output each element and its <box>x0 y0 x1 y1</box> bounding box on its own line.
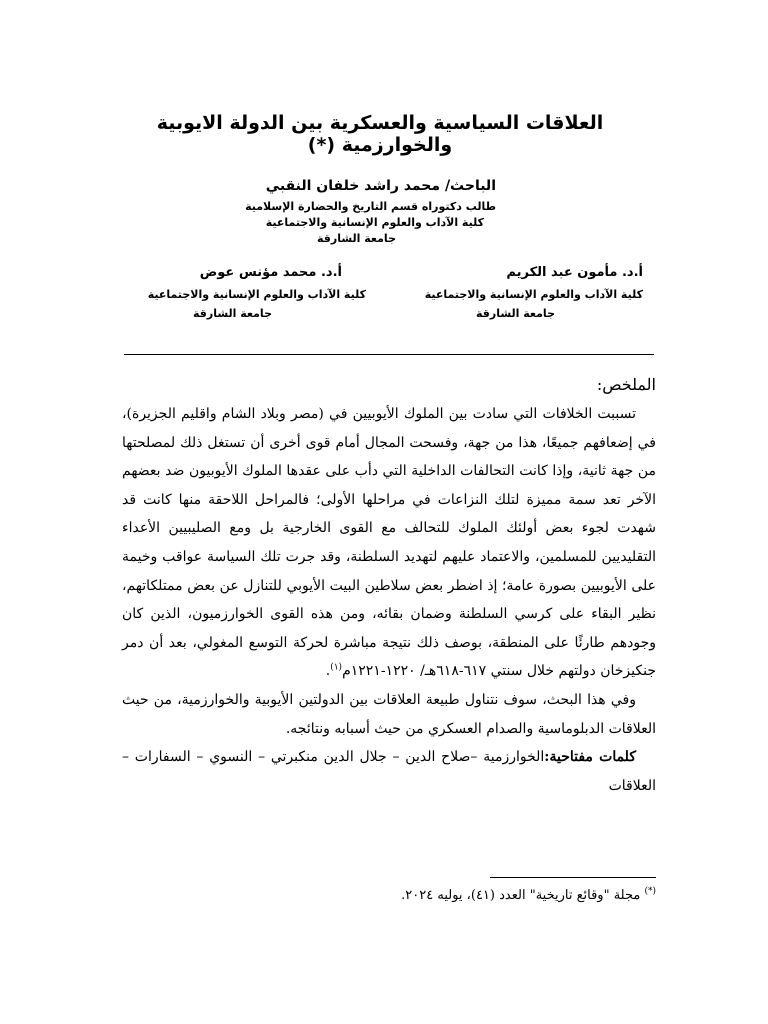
researcher-position: طالب دكتوراه قسم التاريخ والحضارة الإسلامية <box>245 200 496 213</box>
header-divider <box>124 354 654 355</box>
footnote <box>136 888 656 903</box>
keywords-list: الخوارزمية –صلاح الدين – جلال الدين منكبرتي – النسوي – السفارات – العلاقات <box>122 749 656 794</box>
footnote-marker: (*) <box>644 886 656 897</box>
paper-title: العلاقات السياسية والعسكرية بين الدولة الايوبية والخوارزمية (*) <box>156 112 604 156</box>
abstract-paragraph-text: تسببت الخلافات التي سادت بين الملوك الأيوبيين في (مصر وبلاد الشام واقليم الجزيرة)، في إضعافهم جميعًا، هذا من جهة، وفسحت المجال أمام قوى أخرى أن تستغل ذلك لمصلحتها من جهة ثانية، وإذا كانت التحالفات الداخلية التي دأب على عقدها الملوك الأيوبيون ضد بعضهم الآخر تعد سمة مميزة لتلك النزاعات في مراحلها الأولى؛ فالمراحل اللاحقة منها كانت قد شهدت لجوء بعض أولئك الملوك للتحالف مع القوى الخارجية بل ومع الصليبيين الأعداء التقليديين للمسلمين، والاعتماد عليهم لتهديد السلطنة، وقد جرت تلك السياسة عواقب وخيمة على الأيوبيين بصورة عامة؛ إذ اضطر بعض سلاطين البيت الأيوبي للتنازل عن بعض ممتلكاتهم، نظير البقاء على كرسي السلطنة وضمان بقائه، ومن هذه القوى الخوارزميون، الذين كان وجودهم طارئًا على المنطقة، بوصف ذلك نتيجة مباشرة لحركة التوسع المغولي، بعد أن دمر جنكيزخان دولتهم خلال سنتي ٦١٧-٦١٨هـ/ ١٢٢٠-١٢٢١م <box>122 406 656 680</box>
keywords-line <box>122 743 656 800</box>
professor-block-1 <box>403 265 643 326</box>
abstract-paragraph: وفي هذا البحث، سوف نتناول طبيعة العلاقات بين الدولتين الأيوبية والخوارزمية، من حيث العلاقات الدبلوماسية والصدام العسكري من حيث أسبابه ونتائجه. <box>122 691 656 737</box>
professor-university: جامعة الشارقة <box>192 307 272 320</box>
abstract-heading: الملخص: <box>596 375 656 394</box>
researcher-faculty: كلية الآداب والعلوم الإنسانية والاجتماعية <box>265 216 484 229</box>
footnote-divider <box>490 877 656 878</box>
professor-faculty: كلية الآداب والعلوم الإنسانية والاجتماعية <box>147 288 366 301</box>
professor-name: أ.د. مأمون عبد الكريم <box>506 265 643 280</box>
researcher-block <box>196 178 496 248</box>
professor-faculty: كلية الآداب والعلوم الإنسانية والاجتماعية <box>424 288 643 301</box>
footnote-reference: (١) <box>330 662 343 673</box>
professor-block-2 <box>106 265 366 326</box>
professor-university: جامعة الشارقة <box>475 307 555 320</box>
keywords-label: كلمات مفتاحية: <box>544 749 636 766</box>
abstract-paragraph-end: . <box>325 663 331 680</box>
researcher-university: جامعة الشارقة <box>316 232 396 245</box>
abstract-paragraph <box>122 400 656 686</box>
footnote-text: مجلة "وقائع تاريخية" العدد (٤١)، يوليه ٢٠٢٤. <box>401 888 641 903</box>
researcher-name: الباحث/ محمد راشد خلفان النقبي <box>265 178 496 194</box>
abstract-section <box>122 370 656 800</box>
professor-name: أ.د. محمد مؤنس عوض <box>199 265 342 280</box>
